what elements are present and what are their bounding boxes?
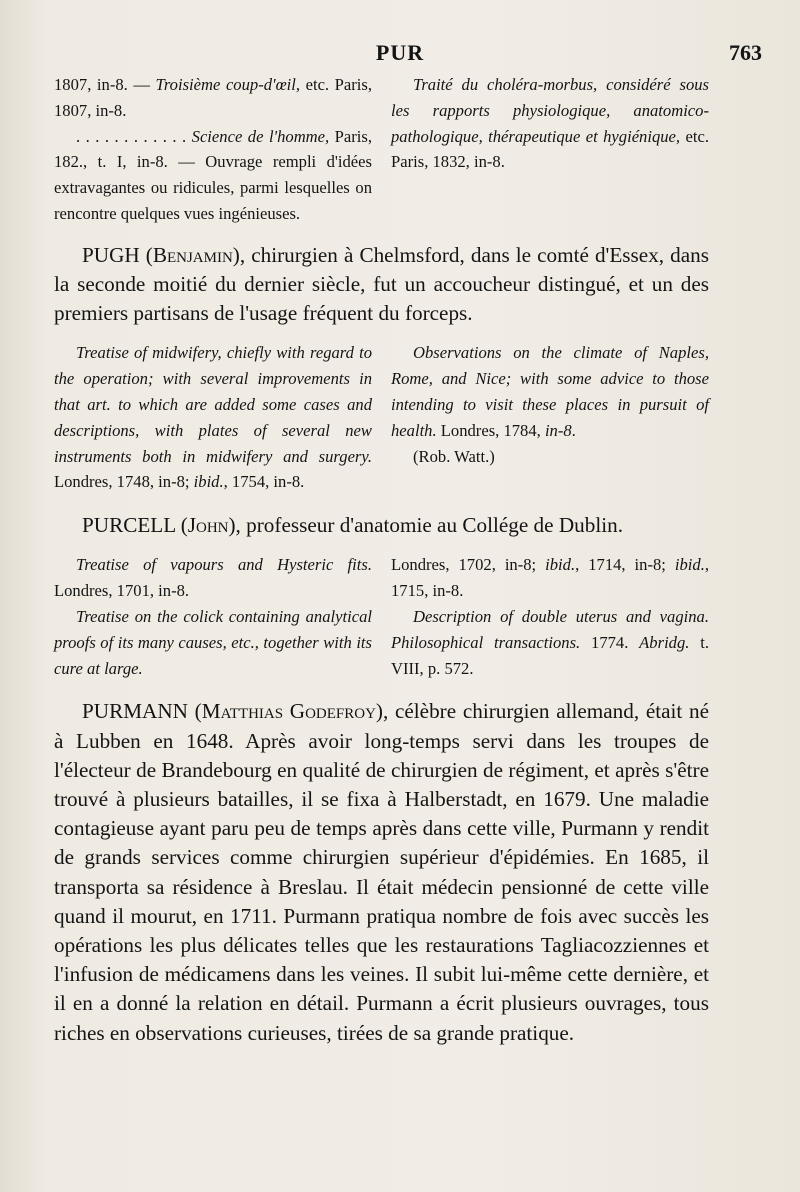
reference-item: Londres, 1702, in-8; ibid., 1714, in-8; ibid., 1715, in-8. bbox=[391, 555, 709, 601]
page-content bbox=[54, 72, 709, 1048]
entry-text: ), célèbre chirurgien allemand, était né à Lubben en 1648. Après avoir long-temps servi dans les troupes de l'électeur de Brandebourg en qualité de chirurgien de régiment, et après s'être trouvé à plusieurs batailles, il se fixa à Halberstadt, en 1679. Une maladie contagieuse ayant paru peu de temps après dans cette ville, Purmann y rendit de grands services comme chirurgien supérieur d'épidémies. En 1685, il transporta sa résidence à Breslau. Il était médecin pensionné de cette ville quand il mourut, en 1711. Purmann pratiqua nombre de fois avec succès les opérations les plus délicates telles que les restaurations Tagliacozziennes et l'infusion de médicamens dans les veines. Il subit lui-même cette dernière, et il en a donné la relation en détail. Purmann a écrit plusieurs ouvrages, tous riches en observations curieuses, tirées de sa grande pratique. bbox=[54, 699, 710, 1045]
entry-name: PUGH bbox=[82, 242, 140, 267]
page-number: 763 bbox=[729, 40, 762, 65]
purcell-references-right bbox=[391, 552, 709, 681]
reference-credit: (Rob. Watt.) bbox=[413, 446, 495, 466]
reference-item: Description of double uterus and vagina. Philosophical transactions. 1774. Abridg. t. VIII, p. 572. bbox=[391, 606, 709, 678]
reference-item: 1807, in-8. — Troisième coup-d'œil, etc. Paris, 1807, in-8. bbox=[54, 75, 372, 120]
entry-name: PURCELL bbox=[82, 513, 176, 538]
page-header bbox=[0, 40, 800, 70]
top-references bbox=[54, 72, 709, 227]
entry-given-name: Benjamin bbox=[152, 242, 233, 267]
reference-item: Treatise of vapours and Hysteric fits. Londres, 1701, in-8. bbox=[54, 555, 372, 601]
entry-name: PURMANN bbox=[82, 699, 188, 724]
reference-item: Treatise of midwifery, chiefly with regard to the operation; with several improvements in that art. to which are added some cases and descriptions, with plates of several new instruments both in midwifery and surgery. Londres, 1748, in-8; ibid., 1754, in-8. bbox=[54, 343, 372, 492]
top-references-right bbox=[391, 72, 709, 227]
purcell-references bbox=[54, 552, 709, 681]
entry-given-name: John bbox=[187, 513, 229, 538]
pugh-references bbox=[54, 340, 709, 495]
reference-item: Observations on the climate of Naples, Rome, and Nice; with some advice to those intending to visit these places in pursuit of health. Londres, 1784, in-8. bbox=[391, 343, 709, 440]
pugh-references-left bbox=[54, 340, 372, 495]
entry-pugh: PUGH (Benjamin), chirurgien à Chelmsford, dans le comté d'Essex, dans la seconde moitié du dernier siècle, fut un accoucheur distingué, et un des premiers partisans de l'usage fréquent du forceps. bbox=[54, 242, 710, 326]
reference-item: Traité du choléra-morbus, considéré sous les rapports physiologique, anatomico-pathologique, thérapeutique et hygiénique, etc. Paris, 1832, in-8. bbox=[391, 75, 709, 172]
running-head: PUR bbox=[375, 40, 425, 65]
entry-given-name: Matthias Godefroy bbox=[201, 699, 376, 724]
entry-purmann: PURMANN (Matthias Godefroy), célèbre chirurgien allemand, était né à Lubben en 1648. Après avoir long-temps servi dans les troupes de l'électeur de Brandebourg en qualité de chirurgien de régiment, et après s'être trouvé à plusieurs batailles, il se fixa à Halberstadt, en 1679. Une maladie contagieuse ayant paru peu de temps après dans cette ville, Purmann y rendit de grands services comme chirurgien supérieur d'épidémies. En 1685, il transporta sa résidence à Breslau. Il était médecin pensionné de cette ville quand il mourut, en 1711. Purmann pratiqua nombre de fois avec succès les opérations les plus délicates telles que les restaurations Tagliacozziennes et l'infusion de médicamens dans les veines. Il subit lui-même cette dernière, et il en a donné la relation en détail. Purmann a écrit plusieurs ouvrages, tous riches en observations curieuses, tirées de sa grande pratique. bbox=[54, 699, 710, 1045]
entry-text: ), professeur d'anatomie au Collége de Dublin. bbox=[228, 513, 623, 538]
entry-purcell: PURCELL (John), professeur d'anatomie au Collége de Dublin. bbox=[82, 513, 623, 538]
entry-text: ), chirurgien à Chelmsford, dans le comté d'Essex, dans la seconde moitié du dernier siècle, fut un accoucheur distingué, et un des premiers partisans de l'usage fréquent du forceps. bbox=[54, 242, 710, 326]
reference-item: . . . . . . . . . . . . Science de l'homme, Paris, 182., t. I, in-8. — Ouvrage rempli d'idées extravagantes ou ridicules, parmi lesquelles on rencontre quelques vues ingénieuses. bbox=[54, 126, 373, 223]
pugh-references-right bbox=[391, 340, 709, 495]
purcell-references-left bbox=[54, 552, 372, 681]
top-references-left bbox=[54, 72, 372, 227]
reference-item: Treatise on the colick containing analytical proofs of its many causes, etc., together with its cure at large. bbox=[54, 606, 372, 678]
